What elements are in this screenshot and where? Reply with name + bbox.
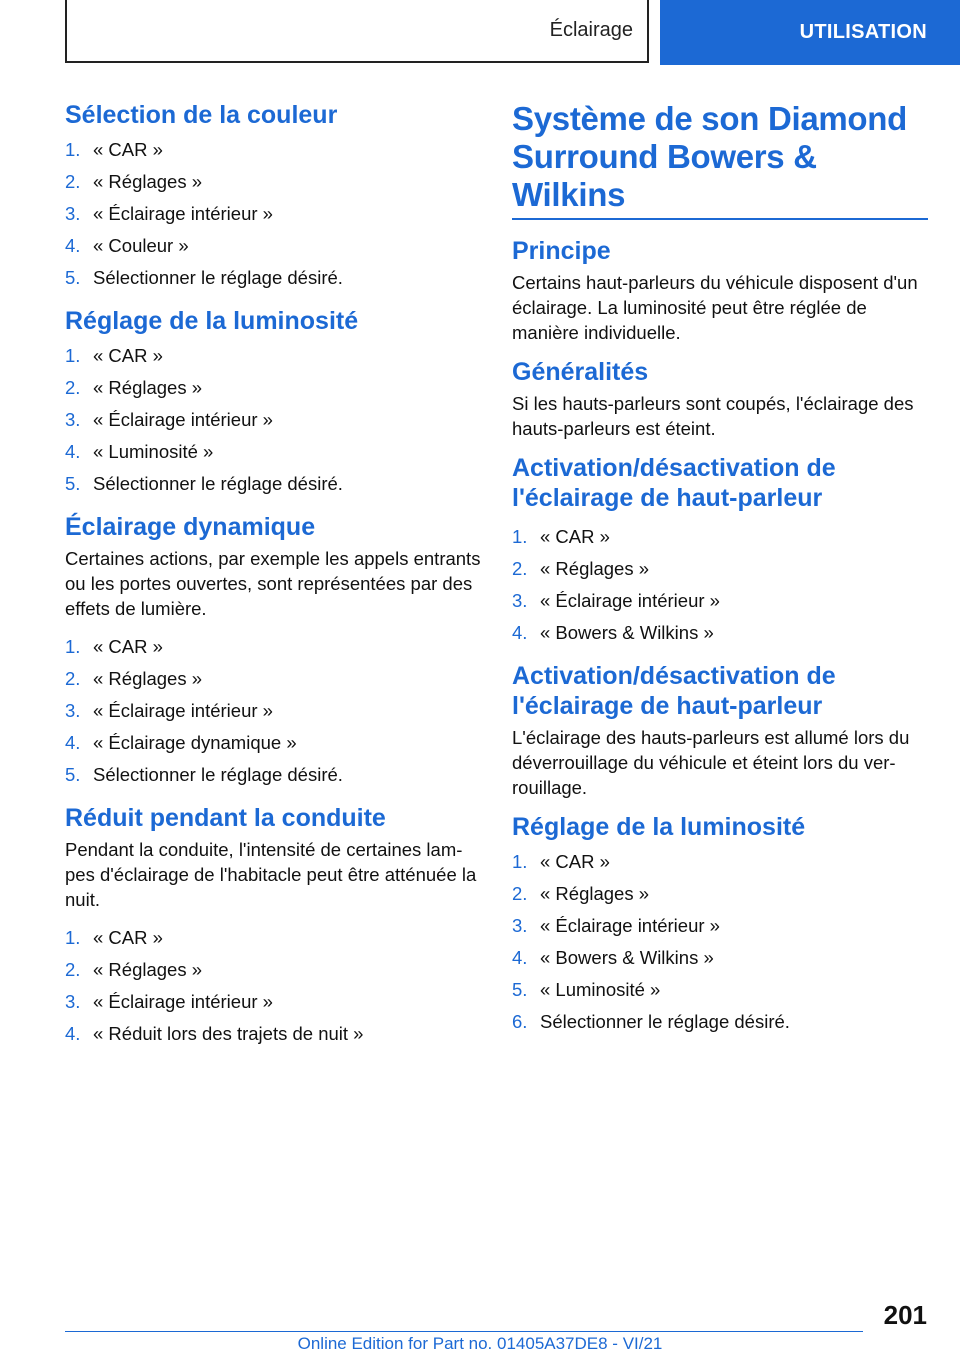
step-text: « Réglages »	[93, 171, 203, 192]
steps-reduced-while-driving	[65, 922, 485, 1050]
step-text: Sélectionner le réglage désiré.	[93, 473, 343, 494]
list-item	[512, 910, 928, 942]
step-text: Sélectionner le réglage désiré.	[93, 764, 343, 785]
paragraph-general: Si les hauts-parleurs sont coupés, l'éclairage des hauts-parleurs est éteint.	[512, 393, 914, 439]
step-number: 3.	[65, 700, 81, 721]
section-title: Éclairage	[549, 19, 633, 41]
chapter-title: UTILISATION	[799, 21, 927, 43]
list-item	[65, 262, 485, 294]
list-item	[65, 922, 485, 954]
step-text: « Éclairage intérieur »	[93, 203, 273, 224]
list-item	[65, 166, 485, 198]
step-text: « CAR »	[93, 345, 163, 366]
step-number: 2.	[65, 377, 81, 398]
step-number: 1.	[512, 526, 528, 547]
step-number: 5.	[512, 979, 528, 1000]
step-number: 3.	[65, 203, 81, 224]
heading-color-selection: Sélection de la couleur	[65, 101, 338, 129]
list-item	[65, 404, 485, 436]
list-item	[512, 553, 928, 585]
page-number: 201	[883, 1300, 927, 1330]
chapter-tab	[660, 0, 960, 65]
step-text: « Éclairage intérieur »	[93, 409, 273, 430]
list-item	[65, 727, 485, 759]
step-text: « Bowers & Wilkins »	[540, 947, 714, 968]
step-text: « Éclairage intérieur »	[540, 915, 720, 936]
list-item	[512, 521, 928, 553]
list-item	[512, 846, 928, 878]
list-item	[512, 617, 928, 649]
heading-speaker-lighting-toggle: Activation/désactivation de l'éclairage de haut-parleur	[512, 454, 836, 512]
step-number: 5.	[65, 473, 81, 494]
list-item	[65, 1018, 485, 1050]
list-item	[65, 631, 485, 663]
footer-edition: Online Edition for Part no. 01405A37DE8 - VI/21	[297, 1334, 663, 1353]
left-column	[65, 100, 485, 1050]
right-column	[512, 100, 928, 1038]
list-item	[65, 954, 485, 986]
step-number: 4.	[65, 1023, 81, 1044]
heading-dynamic-lighting: Éclairage dynamique	[65, 513, 316, 541]
step-number: 4.	[512, 622, 528, 643]
step-number: 2.	[65, 171, 81, 192]
heading-brightness: Réglage de la luminosité	[65, 307, 359, 335]
step-number: 3.	[512, 915, 528, 936]
steps-speaker-lighting-toggle	[512, 521, 928, 649]
step-text: « CAR »	[540, 526, 610, 547]
step-text: « Éclairage intérieur »	[93, 700, 273, 721]
paragraph-reduced-while-driving: Pendant la conduite, l'intensité de certaines lampes d'éclairage de l'habitacle peut être atténuée la nuit.	[65, 839, 477, 910]
step-text: « CAR »	[93, 139, 163, 160]
step-number: 3.	[65, 991, 81, 1012]
step-number: 4.	[512, 947, 528, 968]
footer-divider	[65, 1331, 863, 1332]
section-tab	[65, 0, 649, 63]
step-number: 4.	[65, 441, 81, 462]
list-item	[65, 134, 485, 166]
step-number: 4.	[65, 732, 81, 753]
step-text: « Réglages »	[540, 558, 650, 579]
step-text: « Réglages »	[93, 377, 203, 398]
list-item	[65, 230, 485, 262]
step-number: 1.	[65, 927, 81, 948]
step-text: « Luminosité »	[93, 441, 214, 462]
step-text: « Éclairage dynamique »	[93, 732, 297, 753]
list-item	[65, 986, 485, 1018]
list-item	[65, 198, 485, 230]
step-number: 1.	[65, 345, 81, 366]
step-number: 2.	[512, 558, 528, 579]
step-number: 1.	[65, 139, 81, 160]
step-number: 5.	[65, 267, 81, 288]
step-text: « Réduit lors des trajets de nuit »	[93, 1023, 364, 1044]
step-number: 3.	[512, 590, 528, 611]
paragraph-dynamic-lighting: Certaines actions, par exemple les appels entrants ou les portes ouvertes, sont représentées par des effets de lumière.	[65, 548, 481, 619]
step-number: 2.	[65, 959, 81, 980]
step-number: 4.	[65, 235, 81, 256]
steps-brightness	[65, 340, 485, 500]
heading-speaker-lighting-auto: Activation/désactivation de l'éclairage de haut-parleur	[512, 662, 836, 720]
step-number: 2.	[65, 668, 81, 689]
step-text: « CAR »	[93, 636, 163, 657]
step-text: « CAR »	[540, 851, 610, 872]
step-text: « Luminosité »	[540, 979, 661, 1000]
list-item	[65, 695, 485, 727]
step-text: Sélectionner le réglage désiré.	[93, 267, 343, 288]
step-text: « Bowers & Wilkins »	[540, 622, 714, 643]
list-item	[65, 436, 485, 468]
list-item	[512, 942, 928, 974]
paragraph-principle: Certains haut-parleurs du véhicule disposent d'un éclairage. La luminosité peut être réglée de manière individuelle.	[512, 272, 918, 343]
heading-general: Généralités	[512, 358, 649, 386]
main-heading: Système de son Diamond Surround Bowers & Wilkins	[512, 100, 928, 220]
page-header	[0, 0, 960, 66]
list-item	[512, 1006, 928, 1038]
step-text: « Couleur »	[93, 235, 189, 256]
list-item	[65, 468, 485, 500]
step-number: 2.	[512, 883, 528, 904]
list-item	[65, 759, 485, 791]
list-item	[512, 878, 928, 910]
step-number: 6.	[512, 1011, 528, 1032]
steps-dynamic-lighting	[65, 631, 485, 791]
step-number: 3.	[65, 409, 81, 430]
steps-color-selection	[65, 134, 485, 294]
step-text: Sélectionner le réglage désiré.	[540, 1011, 790, 1032]
step-text: « CAR »	[93, 927, 163, 948]
step-number: 1.	[65, 636, 81, 657]
list-item	[65, 663, 485, 695]
heading-reduced-while-driving: Réduit pendant la conduite	[65, 804, 386, 832]
step-text: « Réglages »	[93, 668, 203, 689]
step-number: 5.	[65, 764, 81, 785]
heading-principle: Principe	[512, 237, 611, 265]
step-text: « Éclairage intérieur »	[540, 590, 720, 611]
list-item	[65, 340, 485, 372]
step-text: « Éclairage intérieur »	[93, 991, 273, 1012]
step-text: « Réglages »	[93, 959, 203, 980]
list-item	[512, 585, 928, 617]
paragraph-speaker-lighting-auto: L'éclairage des hauts-parleurs est allumé lors du déverrouillage du véhicule et éteint lors du verrouillage.	[512, 727, 910, 798]
step-number: 1.	[512, 851, 528, 872]
step-text: « Réglages »	[540, 883, 650, 904]
list-item	[512, 974, 928, 1006]
heading-speaker-brightness: Réglage de la luminosité	[512, 813, 806, 841]
steps-speaker-brightness	[512, 846, 928, 1038]
list-item	[65, 372, 485, 404]
